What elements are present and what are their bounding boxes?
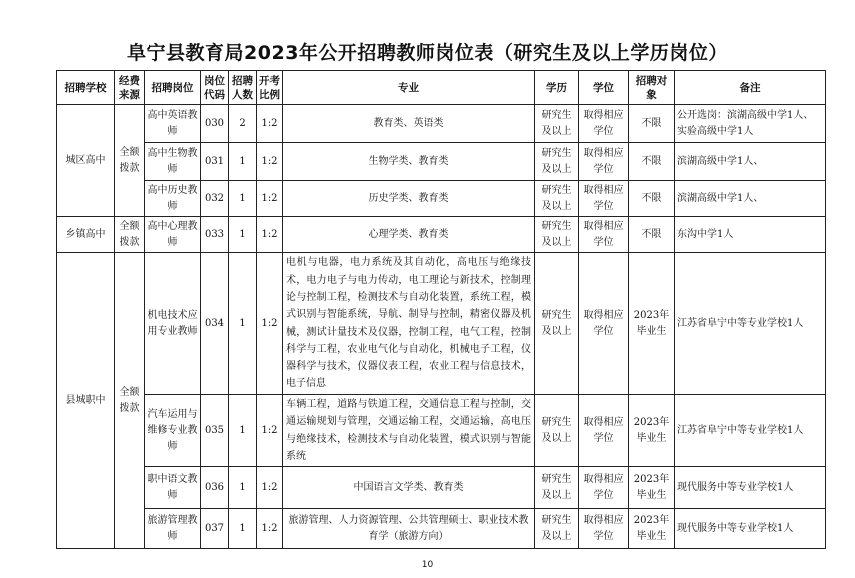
- major-cell: 电机与电器，电力系统及其自动化，高电压与绝缘技术，电力电子与电力传动，电工理论与新技术，控制理论与控制工程，检测技术与自动化装置，系统工程，模式识别与智能系统，导航、制导与控制，精密仪器及机械，测试计量技术及仪器，控制工程，电气工程，控制科学与工程，农业电气化与自动化，机械电子工程，仪器科学与技术，仪器仪表工程，农业工程与信息技术，电子信息: [283, 253, 535, 395]
- header-row: [57, 71, 826, 105]
- funding-cell: 全额拨款: [115, 105, 145, 217]
- count-cell: 1: [229, 395, 257, 467]
- header-degree: 学位: [579, 71, 629, 105]
- position-cell: 高中历史教师: [145, 181, 201, 217]
- school-cell: 城区高中: [57, 105, 115, 217]
- position-cell: 职中语文教师: [145, 467, 201, 509]
- major-cell: 教育类、英语类: [283, 105, 535, 143]
- ratio-cell: 1:2: [257, 467, 283, 509]
- count-cell: 1: [229, 253, 257, 395]
- position-cell: 汽车运用与维修专业教师: [145, 395, 201, 467]
- header-remark: 备注: [675, 71, 826, 105]
- position-cell: 高中英语教师: [145, 105, 201, 143]
- degree-cell: 取得相应学位: [579, 253, 629, 395]
- count-cell: 1: [229, 143, 257, 181]
- table-row: [57, 217, 826, 253]
- header-code: 岗位代码: [201, 71, 229, 105]
- ratio-cell: 1:2: [257, 143, 283, 181]
- degree-cell: 取得相应学位: [579, 509, 629, 549]
- target-cell: 2023年毕业生: [629, 253, 675, 395]
- code-cell: 036: [201, 467, 229, 509]
- major-cell: 车辆工程，道路与铁道工程，交通信息工程与控制，交通运输规划与管理，交通运输工程，交通运输，高电压与绝缘技术，检测技术与自动化装置，模式识别与智能系统: [283, 395, 535, 467]
- code-cell: 037: [201, 509, 229, 549]
- degree-cell: 取得相应学位: [579, 105, 629, 143]
- target-cell: 2023年毕业生: [629, 395, 675, 467]
- major-cell: 中国语言文学类、教育类: [283, 467, 535, 509]
- recruitment-table: [56, 70, 826, 549]
- target-cell: 不限: [629, 105, 675, 143]
- count-cell: 1: [229, 217, 257, 253]
- degree-cell: 取得相应学位: [579, 395, 629, 467]
- major-cell: 心理学类、教育类: [283, 217, 535, 253]
- major-cell: 生物学类、教育类: [283, 143, 535, 181]
- table-row: [57, 143, 826, 181]
- degree-cell: 取得相应学位: [579, 467, 629, 509]
- education-cell: 研究生及以上: [535, 181, 579, 217]
- page-number: 10: [421, 560, 434, 570]
- remark-cell: 滨湖高级中学1人、: [675, 143, 826, 181]
- degree-cell: 取得相应学位: [579, 217, 629, 253]
- count-cell: 1: [229, 509, 257, 549]
- remark-cell: 公开选岗：滨湖高级中学1人、实验高级中学1人: [675, 105, 826, 143]
- target-cell: 不限: [629, 217, 675, 253]
- ratio-cell: 1:2: [257, 181, 283, 217]
- education-cell: 研究生及以上: [535, 467, 579, 509]
- header-major: 专业: [283, 71, 535, 105]
- education-cell: 研究生及以上: [535, 143, 579, 181]
- target-cell: 不限: [629, 143, 675, 181]
- ratio-cell: 1:2: [257, 253, 283, 395]
- target-cell: 不限: [629, 181, 675, 217]
- page-title: 阜宁县教育局2023年公开招聘教师岗位表（研究生及以上学历岗位）: [127, 42, 728, 64]
- table-row: [57, 105, 826, 143]
- education-cell: 研究生及以上: [535, 253, 579, 395]
- ratio-cell: 1:2: [257, 105, 283, 143]
- education-cell: 研究生及以上: [535, 217, 579, 253]
- target-cell: 2023年毕业生: [629, 467, 675, 509]
- ratio-cell: 1:2: [257, 509, 283, 549]
- funding-cell: 全额拨款: [115, 253, 145, 549]
- code-cell: 031: [201, 143, 229, 181]
- target-cell: 2023年毕业生: [629, 509, 675, 549]
- remark-cell: 现代服务中等专业学校1人: [675, 467, 826, 509]
- count-cell: 1: [229, 467, 257, 509]
- remark-cell: 东沟中学1人: [675, 217, 826, 253]
- education-cell: 研究生及以上: [535, 509, 579, 549]
- position-cell: 旅游管理教师: [145, 509, 201, 549]
- header-funding: 经费来源: [115, 71, 145, 105]
- table-row: [57, 253, 826, 395]
- header-school: 招聘学校: [57, 71, 115, 105]
- header-count: 招聘人数: [229, 71, 257, 105]
- remark-cell: 滨湖高级中学1人、: [675, 181, 826, 217]
- ratio-cell: 1:2: [257, 217, 283, 253]
- school-cell: 县城职中: [57, 253, 115, 549]
- code-cell: 032: [201, 181, 229, 217]
- remark-cell: 江苏省阜宁中等专业学校1人: [675, 253, 826, 395]
- code-cell: 030: [201, 105, 229, 143]
- header-ratio: 开考比例: [257, 71, 283, 105]
- count-cell: 2: [229, 105, 257, 143]
- table-row: [57, 467, 826, 509]
- table-row: [57, 181, 826, 217]
- degree-cell: 取得相应学位: [579, 143, 629, 181]
- remark-cell: 现代服务中等专业学校1人: [675, 509, 826, 549]
- school-cell: 乡镇高中: [57, 217, 115, 253]
- position-cell: 高中生物教师: [145, 143, 201, 181]
- code-cell: 033: [201, 217, 229, 253]
- header-education: 学历: [535, 71, 579, 105]
- major-cell: 历史学类、教育类: [283, 181, 535, 217]
- education-cell: 研究生及以上: [535, 395, 579, 467]
- table-row: [57, 509, 826, 549]
- degree-cell: 取得相应学位: [579, 181, 629, 217]
- table-row: [57, 395, 826, 467]
- code-cell: 034: [201, 253, 229, 395]
- funding-cell: 全额拨款: [115, 217, 145, 253]
- header-position: 招聘岗位: [145, 71, 201, 105]
- remark-cell: 江苏省阜宁中等专业学校1人: [675, 395, 826, 467]
- position-cell: 高中心理教师: [145, 217, 201, 253]
- major-cell: 旅游管理、人力资源管理、公共管理硕士、职业技术教育学（旅游方向）: [283, 509, 535, 549]
- count-cell: 1: [229, 181, 257, 217]
- ratio-cell: 1:2: [257, 395, 283, 467]
- education-cell: 研究生及以上: [535, 105, 579, 143]
- code-cell: 035: [201, 395, 229, 467]
- header-target: 招聘对象: [629, 71, 675, 105]
- position-cell: 机电技术应用专业教师: [145, 253, 201, 395]
